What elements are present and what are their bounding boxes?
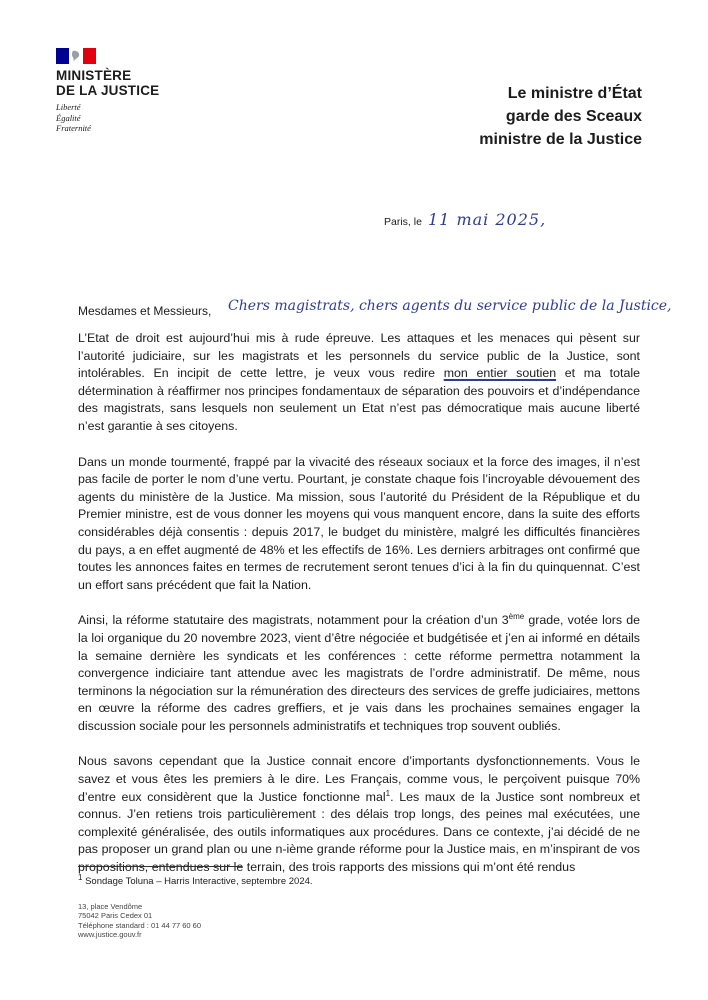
footnote-number: 1	[78, 872, 83, 882]
ministry-name-line1: MINISTÈRE	[56, 68, 132, 83]
paragraph-4	[78, 753, 640, 876]
footnote-text: Sondage Toluna – Harris Interactive, septembre 2024.	[82, 876, 313, 887]
address-street: 13, place Vendôme	[78, 902, 143, 911]
address-phone: Téléphone standard : 01 44 77 60 60	[78, 920, 202, 930]
sender-title-line1: Le ministre d’État	[507, 85, 642, 102]
sender-title	[402, 82, 642, 151]
marianne-emblem	[56, 46, 96, 66]
date-label: Paris, le	[384, 216, 422, 228]
paragraph-1-text-b: et ma totale détermination à réaffirmer nos principes fondamentaux de séparation des pouvoirs et d’indépendance des magistrats, sans lesquels non seulement un Etat n’est pas démocratique mais aucune liberté n’est garantie à ses citoyens.	[78, 366, 640, 433]
footnote	[78, 872, 313, 887]
paragraph-1-text-a: L’Etat de droit est aujourd’hui mis à rude épreuve. Les attaques et les menaces qui pèsent sur l’autorité judiciaire, sur les magistrats et les personnels du service public de la Justice, sont intolérables. En incipit de cette lettre, je veux vous redire	[78, 331, 640, 381]
paragraph-4-text-b: . Les maux de la Justice sont nombreux et connus. J’en retiens trois particulièrement : des délais trop longs, des peines mal exécutées, une complexité généralisée, des outils informatiques aux procédures. Dans ce contexte, j’ai décidé de ne pas proposer un grand plan ou une n-ième grande réforme pour la Justice mais, en m’inspirant de vos propositions, entendues sur le terrain, des trois rapports des missions qui m’ont été rendus	[78, 789, 641, 875]
handwritten-salutation: Chers magistrats, chers agents du service public de la Justice,	[228, 298, 672, 314]
paragraph-3-text-a: Ainsi, la réforme statutaire des magistrats, notamment pour la création d’un 3	[78, 613, 509, 628]
printed-salutation: Mesdames et Messieurs,	[78, 304, 212, 318]
republic-motto	[56, 102, 136, 134]
ministry-name	[56, 68, 196, 98]
ministry-name-line2: DE LA JUSTICE	[56, 83, 160, 98]
paragraph-3-text-b: grade, votée lors de la loi organique du 20 novembre 2023, vient d’être négociée et budgétisée et j’en ai informé en détails la semaine dernière les syndicats et les conférences : cette réforme permettra notamment la convergence indiciaire tant attendue avec les magistrats de l’ordre administratif. De même, nous terminons la négociation sur la rémunération des directeurs des services de greffe judiciaires, mettons en œuvre la réforme des cadres greffiers, et je vais dans les prochaines semaines engager la discussion sociale pour les personnels administratifs et techniques trop souvent oubliés.	[78, 613, 640, 733]
footnote-divider	[78, 866, 242, 867]
paragraph-3	[78, 612, 640, 735]
ministry-address	[78, 902, 278, 940]
motto-liberte: Liberté	[56, 102, 81, 112]
motto-fraternite: Fraternité	[56, 123, 91, 133]
paragraph-2: Dans un monde tourmenté, frappé par la vivacité des réseaux sociaux et la force des images, il n’est pas facile de porter le nom d’une vertu. Pourtant, je constate chaque fois l’incroyable dévouement des agents du ministère de la Justice. Ma mission, sous l’autorité du Président de la République et du Premier ministre, est de vous donner les moyens qui vous manquent encore, dans la suite des efforts considérables déjà consentis : depuis 2017, le budget du ministère, malgré les difficultés financières du pays, a en effet augmenté de 48% et les effectifs de 16%. Les derniers arbitrages ont confirmé que toutes les annonces faites en termes de recrutement seront tenues d’ici à la fin du quinquennat. C’est un effort sans précédent que fait la Nation.	[78, 454, 640, 592]
ordinal-superscript: ème	[508, 612, 525, 622]
underlined-support-phrase: mon entier soutien	[443, 366, 557, 381]
address-website: www.justice.gouv.fr	[78, 930, 142, 940]
sender-title-line2: garde des Sceaux	[505, 108, 642, 125]
paragraph-4-text-a: Nous savons cependant que la Justice connait encore d’importants dysfonctionnements. Vous le savez et vous êtes les premiers à le dire. Les Français, comme vous, le perçoivent puisque 70% d’entre eux considèrent que la Justice fonctionne mal	[78, 754, 640, 804]
footnote-reference: 1	[385, 788, 391, 798]
letter-body	[78, 330, 640, 895]
paragraph-1	[78, 330, 640, 436]
motto-egalite: Égalité	[56, 112, 81, 123]
handwritten-date: 11 mai 2025,	[428, 210, 547, 229]
address-city: 75042 Paris Cedex 01	[78, 911, 153, 921]
sender-title-line3: ministre de la Justice	[479, 131, 642, 148]
